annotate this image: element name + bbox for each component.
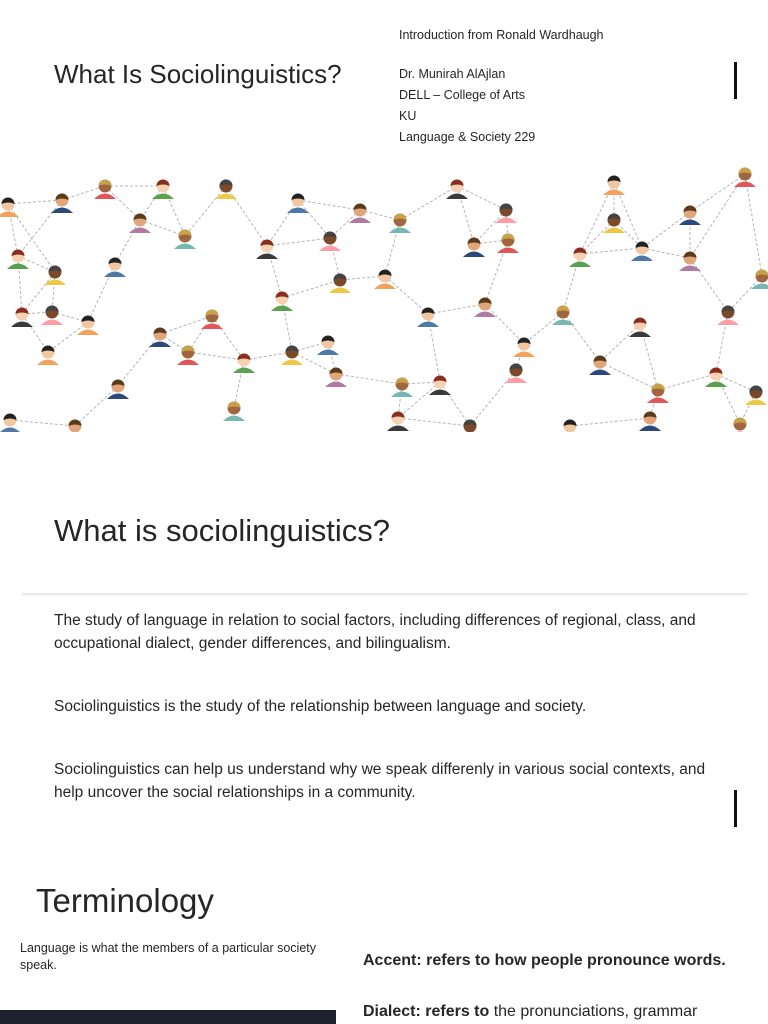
divider <box>22 593 748 595</box>
definition-slide <box>0 440 768 860</box>
dialect-label: Dialect: refers to <box>363 1003 490 1020</box>
network-link <box>244 352 292 360</box>
person-avatar-icon <box>417 308 439 328</box>
person-avatar-icon <box>734 168 756 188</box>
network-link <box>658 374 716 390</box>
intro-line: Introduction from Ronald Wardhaugh <box>399 28 604 42</box>
department-line: DELL – College of Arts <box>399 88 525 102</box>
person-avatar-icon <box>569 248 591 268</box>
person-avatar-icon <box>459 420 481 433</box>
person-avatar-icon <box>497 234 519 254</box>
person-avatar-icon <box>631 242 653 262</box>
network-link <box>115 220 140 264</box>
network-link <box>600 362 658 390</box>
person-avatar-icon <box>374 270 396 290</box>
network-link <box>600 324 640 362</box>
dialect-definition <box>363 1001 743 1022</box>
person-avatar-icon <box>152 180 174 200</box>
people-network-image <box>0 164 768 432</box>
network-link <box>22 314 48 352</box>
person-avatar-icon <box>474 298 496 318</box>
person-avatar-icon <box>174 230 196 250</box>
text-cursor-bar <box>734 790 737 827</box>
network-link <box>226 186 267 246</box>
person-avatar-icon <box>7 250 29 270</box>
person-avatar-icon <box>639 412 661 432</box>
network-link <box>580 220 614 254</box>
network-link <box>642 248 690 258</box>
network-link <box>470 370 516 426</box>
network-link <box>428 304 485 314</box>
network-link <box>298 200 360 210</box>
title-slide <box>0 0 768 432</box>
network-link <box>18 200 62 256</box>
network-link <box>340 276 385 280</box>
network-link <box>398 418 470 426</box>
dialect-text: the pronunciations, grammar <box>489 1003 698 1020</box>
person-avatar-icon <box>77 316 99 336</box>
person-avatar-icon <box>37 346 59 366</box>
course-line: Language & Society 229 <box>399 130 536 144</box>
person-avatar-icon <box>349 204 371 224</box>
person-avatar-icon <box>11 308 33 328</box>
image-strip <box>0 1010 336 1024</box>
person-avatar-icon <box>729 418 751 433</box>
network-link <box>188 352 244 360</box>
person-avatar-icon <box>603 176 625 196</box>
network-link <box>580 248 642 254</box>
network-link <box>716 374 740 424</box>
network-link <box>282 280 340 298</box>
network-link <box>690 258 728 312</box>
network-link <box>440 382 470 426</box>
terminology-slide <box>0 862 768 1024</box>
person-avatar-icon <box>107 380 129 400</box>
person-avatar-icon <box>104 258 126 278</box>
network-link <box>385 276 428 314</box>
network-link <box>163 186 185 236</box>
slide-meta <box>399 28 604 148</box>
person-avatar-icon <box>429 376 451 396</box>
person-avatar-icon <box>94 180 116 200</box>
network-link <box>212 316 244 360</box>
network-link <box>716 374 756 392</box>
person-avatar-icon <box>387 412 409 432</box>
network-link <box>140 220 185 236</box>
network-link <box>400 186 457 220</box>
person-avatar-icon <box>329 274 351 294</box>
person-avatar-icon <box>281 346 303 366</box>
author-line: Dr. Munirah AlAjlan <box>399 67 506 81</box>
slide-title: What is sociolinguistics? <box>54 513 390 548</box>
network-link <box>48 322 88 352</box>
person-avatar-icon <box>271 292 293 312</box>
person-avatar-icon <box>391 378 413 398</box>
person-avatar-icon <box>513 338 535 358</box>
network-link <box>690 174 745 212</box>
network-link <box>234 360 244 408</box>
network-link <box>8 200 62 204</box>
network-link <box>728 276 762 312</box>
network-link <box>185 186 226 236</box>
person-avatar-icon <box>319 232 341 252</box>
person-avatar-icon <box>0 198 19 218</box>
accent-definition: Accent: refers to how people pronounce words. <box>363 952 726 969</box>
network-link <box>75 386 118 426</box>
person-avatar-icon <box>717 306 739 326</box>
network-link <box>160 316 212 334</box>
network-link <box>745 174 762 276</box>
person-avatar-icon <box>233 354 255 374</box>
network-link <box>336 374 402 384</box>
text-cursor-bar <box>734 62 737 99</box>
slide-title: Terminology <box>36 882 214 919</box>
person-avatar-icon <box>559 420 581 433</box>
paragraph: Sociolinguistics can help us understand why we speak differenly in various social contexts, and help uncover the social relationships in a community. <box>54 761 706 801</box>
network-link <box>267 238 330 246</box>
person-avatar-icon <box>41 306 63 326</box>
network-link <box>642 212 690 248</box>
paragraph: Sociolinguistics is the study of the relationship between language and society. <box>54 698 587 715</box>
person-avatar-icon <box>705 368 727 388</box>
person-avatar-icon <box>463 238 485 258</box>
language-definition: Language is what the members of a particular society speak. <box>20 941 316 972</box>
network-link <box>485 304 524 344</box>
person-avatar-icon <box>603 214 625 234</box>
person-avatar-icon <box>446 180 468 200</box>
network-link <box>570 418 650 426</box>
person-avatar-icon <box>177 346 199 366</box>
network-link <box>524 312 563 344</box>
network-link <box>474 210 506 244</box>
network-link <box>105 186 140 220</box>
person-avatar-icon <box>317 336 339 356</box>
slide-title: What Is Sociolinguistics? <box>54 59 342 89</box>
person-avatar-icon <box>129 214 151 234</box>
person-avatar-icon <box>751 270 768 290</box>
person-avatar-icon <box>0 414 21 433</box>
network-link <box>267 200 298 246</box>
person-avatar-icon <box>223 402 245 422</box>
person-avatar-icon <box>256 240 278 260</box>
network-link <box>298 200 330 238</box>
person-avatar-icon <box>287 194 309 214</box>
person-avatar-icon <box>389 214 411 234</box>
university-line: KU <box>399 109 417 123</box>
person-avatar-icon <box>629 318 651 338</box>
network-link <box>118 334 160 386</box>
person-avatar-icon <box>679 206 701 226</box>
paragraph: The study of language in relation to social factors, including differences of regional, class, and occupational dialect, gender differences, and bilingualism. <box>54 612 696 652</box>
person-avatar-icon <box>589 356 611 376</box>
network-link <box>563 312 600 362</box>
network-link <box>10 420 75 426</box>
